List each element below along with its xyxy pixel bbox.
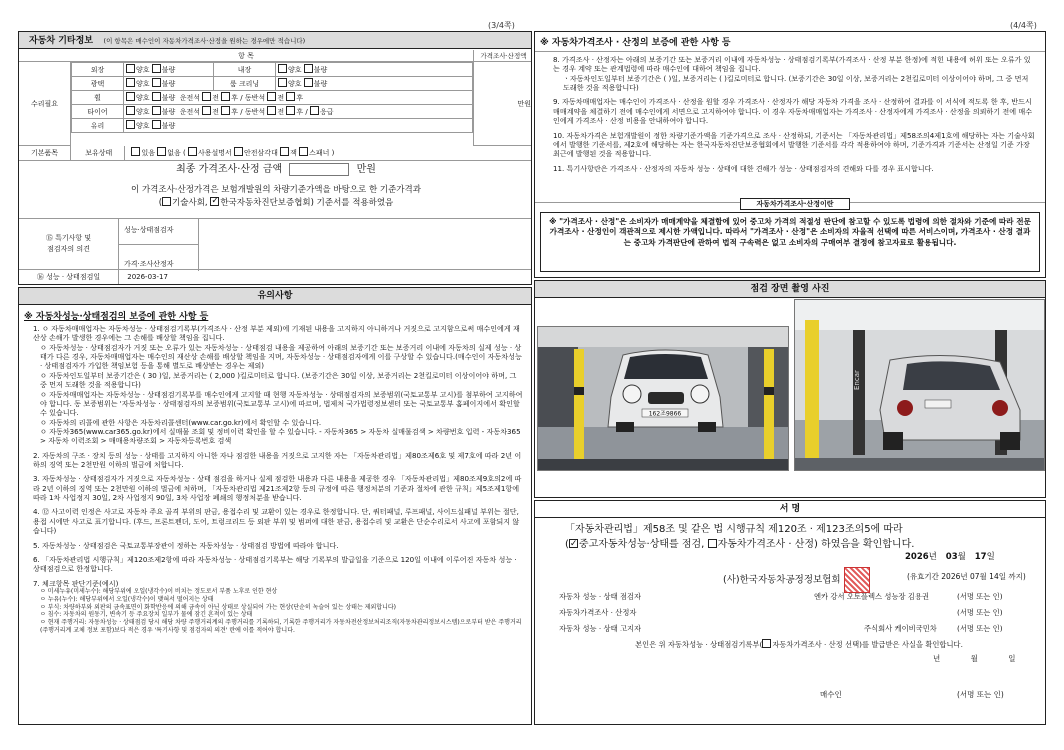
checkbox[interactable]	[126, 78, 135, 87]
checkbox[interactable]	[299, 147, 308, 156]
signature-field[interactable]: (서명 또는 인)	[957, 592, 1003, 601]
inspector-label: 성능·상태점검자	[119, 219, 199, 245]
option-label: 후 / 동반석	[231, 108, 266, 116]
checkbox[interactable]	[762, 639, 771, 648]
standard-text: 이 가격조사·산정가격은 보험개발원의 차량기준가액을 바탕으로 한 기준가격과 ( 기술사회, ✓ 한국자동차진단보증협회) 기준서를 적용하였음	[19, 184, 532, 210]
checkbox[interactable]	[304, 78, 313, 87]
note-item: ㆍ자동차인도일부터 보증기간은 ( )일, 보증거리는 ( )킬로미터로 합니다. (보증기간은 30일 이상, 보증거리는 2천킬로미터 이상이어야 하며, 그 중 먼저 도래한 것을 적용합니다)	[563, 73, 1029, 93]
repair-table	[71, 62, 473, 133]
inspection-date-row	[19, 270, 532, 285]
checkbox[interactable]	[286, 106, 295, 115]
option-label: 기술사회,	[172, 198, 208, 208]
check-item: ㅇ 누유(누수): 해당부위에서 오일(냉각수)이 맺혀서 떨어지는 상태	[40, 595, 214, 603]
note-item: ㅇ 자동차매매업자는 자동차성능 · 상태점검기록부를 매수인에게 고지할 때 현행 자동차성능 · 상태점검자의 보증범위(국토교통부 고시)를 첨부하여 고지하여야 합니다. 동 보증범위는 '자동차성능 · 상태점검자의 보증범위(국토교통부 고시)에 따르며, 법제처 국가법령정보센터 또는 국토교통부 홈페이지에서 확인할 수 있습니다.	[40, 389, 523, 418]
repair-rows	[71, 62, 473, 133]
signer-row	[559, 605, 1039, 621]
checkbox[interactable]	[152, 106, 161, 115]
option-label: 양호	[136, 122, 150, 130]
checkbox[interactable]	[152, 64, 161, 73]
license-plate: 162조9866	[648, 410, 682, 418]
inspection-photo-front	[537, 326, 789, 471]
checkbox[interactable]	[304, 64, 313, 73]
repair-needed-label: 수리필요	[19, 62, 71, 146]
note-item: 3. 자동차성능 · 상태점검자가 거짓으로 자동차성능 · 상태 점검을 하거나 실제 점검한 내용과 다른 내용을 제공한 경우 「자동차관리법」제80조제9호의2에 따라 2년 이하의 징역 또는 2천만원 이하의 벌금에 처하며, 「자동차관리법 제21조제2항 등의 규정에 따른 행정처분의 기준과 절차에 관한 규칙」제5조제1항에 따라 1차 사업정지 30일, 2차 사업정지 90일, 3차 사업장 폐쇄의 행정처분을 받습니다.	[33, 474, 522, 503]
checkbox[interactable]	[126, 92, 135, 101]
inspection-date-value: 2026-03-17	[127, 273, 168, 281]
notes-section-head: ※ 자동차성능·상태점검의 보증에 관한 사항 등	[24, 312, 209, 322]
price-section-head: ※ 자동차가격조사 · 산정의 보증에 관한 사항 등	[535, 32, 1045, 52]
sign-line2b: 자동차가격조사 · 산정) 하였음을 확인합니다.	[717, 539, 915, 550]
checkbox[interactable]	[278, 78, 287, 87]
checkbox[interactable]	[152, 120, 161, 129]
items-header: 항 목	[19, 50, 473, 62]
option-label: 불량	[313, 66, 328, 74]
option-label: 없음	[167, 149, 181, 157]
option-label: 전	[277, 94, 285, 102]
checkbox[interactable]	[152, 92, 161, 101]
note-item: 10. 자동차가격은 보험개발원이 정한 차량기준가액을 기준가격으로 조사 · 산정하되, 기준서는 「자동차관리법」제58조의4제1호에 해당하는 자는 기술사회에서 발행한 기준서를, 제2호에 해당하는 자는 한국자동차진단보증협회에서 발행한 기준서를 각각 적용하여야 하며, 기준가격과 기준서는 산정일 기준 가장 최근에 발행된 것을 적용합니다.	[553, 130, 1035, 159]
checkbox[interactable]	[188, 147, 197, 156]
option-label: 후 /	[296, 108, 308, 116]
inspection-photo-rear	[794, 299, 1045, 471]
signature-field[interactable]: (서명 또는 인)	[957, 624, 1003, 633]
option-label: (	[183, 149, 188, 157]
sign-line2a: 중고자동차성능·상태를 점검,	[578, 539, 705, 550]
row-label: 외장	[72, 63, 124, 77]
row-label: 휠	[72, 91, 124, 105]
checkbox[interactable]	[162, 197, 171, 206]
checkbox-checked[interactable]	[210, 197, 219, 206]
option-label: 전	[277, 108, 285, 116]
note-item: ㅇ 자동차365(www.car365.go.kr)에서 실매물 조회 및 정비이력 확인을 할 수 있습니다. - 자동차365 > 자동차 실매물검색 > 차량번호 입력 - 자동차365 > 자동차 이력조회 > 매매용차량조회 > 자동차등록번호 검색	[40, 426, 521, 446]
note-item: 6. 「자동차관리법 시행규칙」제120조제2항에 따라 자동차성능 · 상태점검기록부는 해당 기록부의 발급일을 기준으로 120일 이내에 이루어진 자동차 성능 · 상태점검으로 한정합니다.	[33, 554, 517, 574]
final-price-label: 최종 가격조사·산정 금액	[176, 164, 283, 175]
check-criteria-list	[33, 588, 523, 635]
option-label: 불량	[313, 80, 328, 88]
inspection-date-label: ⑯ 성능 · 상태점검일	[19, 270, 119, 285]
checkbox[interactable]	[126, 64, 135, 73]
option-label: 후 / 동반석	[231, 94, 266, 102]
confirm-line	[559, 637, 1039, 653]
buyer-label: 매수인	[820, 690, 842, 699]
check-item: ㅇ 침수: 자동차의 원동기, 변속기 등 주요장치 일부가 물에 잠긴 흔적이 있는 상태	[40, 611, 253, 619]
confirm-text-2: 자동차가격조사 · 산정 선택)를 발급받은 사실을 확인합니다.	[772, 640, 963, 649]
other-info-note: (이 항목은 매수인이 자동차가격조사·산정을 원하는 경우에만 적습니다)	[103, 37, 306, 45]
checkbox[interactable]	[202, 92, 211, 101]
sign-statement: 「자동차관리법」제58조 및 같은 법 시행규칙 제120조 · 제123조의5에 따라 (✓ 중고자동차성능·상태를 점검, 자동차가격조사 · 산정) 하였음을 확인합니다.	[535, 518, 1045, 552]
car-rear-image	[795, 300, 1045, 471]
row-tire	[72, 105, 473, 119]
encar-stamp: Encar	[853, 370, 861, 390]
basic-items-row	[19, 146, 532, 161]
checkbox[interactable]	[131, 147, 140, 156]
signer-list	[559, 589, 1039, 653]
price-notes	[535, 52, 1045, 173]
checkbox[interactable]	[126, 120, 135, 129]
check-criteria-head: 7. 체크항목 판단기준(예시)	[33, 578, 119, 588]
option-label: 불량	[161, 80, 176, 88]
final-price-row	[19, 162, 532, 178]
notes-body	[19, 324, 531, 635]
checkbox[interactable]	[708, 539, 717, 548]
appraiser-label: 가격·조사산정자	[119, 245, 199, 271]
signer-label: 자동차가격조사 · 산정자	[559, 608, 637, 617]
photo-title: 점검 장면 촬영 사진	[535, 281, 1045, 298]
sign-title: 서 명	[535, 501, 1045, 518]
checkbox-checked[interactable]	[569, 539, 578, 548]
valid-period: (유효기간 2026년 07월 14일 까지)	[907, 572, 1026, 581]
opinion-label: ⑮ 특기사항 및 점검자의 의견	[19, 219, 119, 271]
page-number-right: (4/4쪽)	[1010, 21, 1037, 30]
page-number-left: (3/4쪽)	[488, 21, 515, 30]
option-label: 한국자동차진단보증협회) 기준서를 적용하였음	[220, 198, 394, 208]
sign-year: 2026	[905, 552, 929, 562]
note-item: 5. 자동차성능 · 상태점검은 국토교통부장관이 정하는 자동차성능 · 상태점검 방법에 따라야 합니다.	[33, 540, 339, 550]
basic-items-sub: 보유상태	[73, 146, 125, 160]
option-label: 전	[212, 108, 220, 116]
sign-month: 03	[945, 552, 958, 562]
notes-title: 유의사항	[19, 288, 531, 305]
check-item: ㅇ 부식: 차량하부와 외판의 금속표면이 화학반응에 의해 금속이 아닌 상태로 상실되어 가는 현상(단순히 녹슬어 있는 상태는 제외합니다)	[40, 603, 397, 611]
signer-row	[559, 621, 1039, 637]
vehicle-other-info-panel	[18, 31, 532, 285]
checkbox[interactable]	[286, 92, 295, 101]
option-label: 양호	[288, 66, 302, 74]
blank-year: 년	[933, 654, 941, 663]
checkbox[interactable]	[267, 106, 276, 115]
option-label: 전	[212, 94, 220, 102]
row-label: 내장	[214, 63, 276, 77]
notes-panel	[18, 287, 532, 725]
signature-panel	[534, 500, 1046, 725]
note-item: 2. 자동차의 구조 · 장치 등의 성능 · 상태를 고지하지 아니한 자나 점검한 내용을 거짓으로 고지한 자는 「자동차관리법」제80조제6호 및 제7호에 따라 2년 이하의 징역 또는 2천만원 이하의 벌금에 처합니다.	[33, 450, 522, 470]
option-label: 스패너 )	[309, 149, 335, 157]
sign-day: 17	[974, 552, 987, 562]
final-price-unit: 만원	[356, 164, 376, 175]
checkbox[interactable]	[280, 147, 289, 156]
note-item: 8. 가격조사 · 산정자는 아래의 보증기간 또는 보증거리 이내에 자동차성능 · 상태점검기록부(가격조사 · 산정 부분 한정)에 적힌 내용에 허위 또는 오류가 있는 경우 계약 또는 관계법령에 따라 매수인에 대하여 책임을 집니다.	[553, 55, 1031, 74]
checkbox[interactable]	[152, 78, 161, 87]
row-label: 광택	[72, 77, 124, 91]
sign-month-unit: 월	[957, 552, 966, 562]
note-item: 1. ㅇ 자동차매매업자는 자동차성능 · 상태점검기록부(가격조사 · 산정 부분 제외)에 기재된 내용을 고지하지 아니하거나 거짓으로 고지함으로써 매수인에게 재산상 손해가 발생한 경우에는 그 손해를 배상할 책임을 집니다.	[33, 324, 520, 343]
signer-label: 자동차 성능 · 상태 고지자	[559, 624, 642, 633]
row-exterior	[72, 63, 473, 77]
buyer-signature-field[interactable]: (서명 또는 인)	[957, 690, 1004, 699]
checkbox[interactable]	[157, 147, 166, 156]
sign-date	[905, 550, 995, 562]
row-label: 유리	[72, 119, 124, 133]
basic-items-label: 기본품목	[19, 146, 71, 160]
checkbox[interactable]	[234, 147, 243, 156]
option-label: 운전석	[179, 94, 201, 102]
note-item: 4. ⑫ 사고이력 인정은 사고로 자동차 주요 골격 부위의 판금, 용접수리 및 교환이 있는 경우로 한정합니다. 단, 쿼터패널, 루프패널, 사이드실패널 부위는 절단, 용접 시에만 사고로 표기합니다. (후드, 프론트펜더, 도어, 트렁크리드 등 외판 부위 및 범퍼에 대한 판금, 용접수리 및 교환은 단순수리로서 사고에 포함되지 않습니다)	[33, 507, 520, 536]
signature-field[interactable]: (서명 또는 인)	[957, 608, 1003, 617]
blank-month: 월	[970, 654, 978, 663]
row-gloss	[72, 77, 473, 91]
checkbox[interactable]	[278, 64, 287, 73]
note-item: ㅇ 자동차성능 · 상태점검자가 거짓 또는 오류가 있는 자동차성능 · 상태점검 내용을 제공하여 아래의 보증기간 또는 보증거리 이내에 자동차의 실제 성능 · 상태가 다른 경우, 자동차매매업자는 매수인의 재산상 손해를 배상할 책임을 지며, 자동차성능 · 상태점검자에게 이를 구상할 수 있습니다.(매수인이 자동차성능 · 상태점검자가 가입한 책임보험 등을 통해 별도로 배상받는 경우는 제외)	[40, 342, 522, 371]
option-label: 양호	[288, 80, 302, 88]
notice-title: 자동차가격조사·산정이란	[740, 198, 850, 210]
sign-year-unit: 년	[928, 552, 937, 562]
checkbox[interactable]	[221, 106, 230, 115]
option-label: 안전삼각대	[244, 149, 278, 157]
option-label: 운전석	[179, 108, 201, 116]
option-label: 양호	[136, 94, 150, 102]
note-item: ㅇ 자동차의 리콜에 관한 사항은 자동차리콜센터(www.car.go.kr)에서 확인할 수 있습니다.	[40, 417, 322, 427]
checkbox[interactable]	[202, 106, 211, 115]
note-item: 9. 자동차매매업자는 매수인이 가격조사 · 산정을 원할 경우 가격조사 · 산정자가 해당 자동차 가격을 조사 · 산정하여 결과를 이 서식에 적도록 한 후, 반드시 매매계약을 체결하기 전에 매수인에게 서면으로 고지하여야 합니다. 이 경우 자동차매매업자는 가격조사 · 산정자에게 가격조사 · 산정을 의뢰하기 전에 매수인에게 가격조사 · 산정 비용을 안내하여야 합니다.	[553, 97, 1033, 126]
note-item: ㅇ 자동차인도일부터 보증기간은 ( 30 )일, 보증거리는 ( 2,000 )킬로미터로 합니다. (보증기간은 30일 이상, 보증거리는 2천킬로미터 이상이어야 하며, 그 중 먼저 도래한 것을 적용합니다)	[40, 370, 517, 390]
sign-line1: 「자동차관리법」제58조 및 같은 법 시행규칙 제120조 · 제123조의5에 따라	[565, 524, 903, 535]
blank-date	[933, 653, 1016, 664]
check-item: ㅇ 미세누유(미세누수): 해당부위에 오일(냉각수)이 비치는 정도로서 부품 노후로 인한 현상	[40, 587, 278, 595]
check-item: ㅇ 현재 주행거리: 자동차성능 · 상태점검 당시 해당 차량 주행거리계의 주행거리를 기록하되, 기록한 주행거리가 자동차전산정보처리조직(자동차관리정보시스템)으로부터 받은 주행거리(주행거리계 교체 정보 포함)보다 적은 경우 '특기사항 및 점검자의 의견' 란에 이를 적어야 합니다.	[40, 619, 522, 634]
row-wheel	[72, 91, 473, 105]
option-label: 양호	[136, 108, 150, 116]
checkbox[interactable]	[221, 92, 230, 101]
option-label: 응급	[319, 108, 334, 116]
row-glass	[72, 119, 473, 133]
option-label: 양호	[136, 66, 150, 74]
notice-text: ※ "가격조사 · 산정"은 소비자가 매매계약을 체결함에 있어 중고차 가격의 적절성 판단에 참고할 수 있도록 법령에 의한 절차와 기준에 따라 전문 가격조사 · 산정인이 객관적으로 제시한 가액입니다. 따라서 "가격조사 · 산정"은 소비자의 자율적 선택에 따른 서비스이며, 가격조사 · 산정 결과는 중고차 가격판단에 관하여 법적 구속력은 없고 소비자의 구매여부 결정에 참고자료로 활용됩니다.	[540, 212, 1040, 272]
option-label: 후	[296, 94, 304, 102]
signer-name: 주식회사 케이비국민차	[864, 624, 937, 633]
price-guarantee-panel	[534, 31, 1046, 278]
photo-panel	[534, 280, 1046, 498]
note-item: 11. 특기사항란은 가격조사 · 산정자의 자동차 성능 · 상태에 대한 견해가 성능 · 상태점검자의 견해와 다를 경우 표시합니다.	[553, 163, 934, 173]
row-label: 타이어	[72, 105, 124, 119]
option-label: 양호	[136, 80, 150, 88]
opinion-row	[19, 218, 532, 270]
final-price-input[interactable]	[289, 163, 349, 176]
option-label: 불량	[161, 122, 176, 130]
checkbox[interactable]	[310, 106, 319, 115]
blank-day: 일	[1008, 654, 1016, 663]
option-label: 불량	[161, 108, 176, 116]
option-label: 있음	[141, 149, 155, 157]
car-front-image	[538, 327, 789, 471]
option-label: 잭	[290, 149, 297, 157]
issuer-org-name: (사)한국자동차공정정보협회	[723, 574, 841, 586]
option-label: 불량	[161, 94, 176, 102]
price-header: 가격조사·산정액	[473, 50, 532, 62]
confirm-text: 본인은 위 자동차성능 · 상태점검기록부(	[635, 640, 763, 649]
signer-label: 자동차 성능 · 상태 점검자	[559, 592, 642, 601]
checkbox[interactable]	[267, 92, 276, 101]
checkbox[interactable]	[126, 106, 135, 115]
signer-name: 엔카 강서 오토플렉스 성능장 김용권	[814, 592, 930, 601]
price-value: 만원	[473, 62, 532, 146]
option-label: 불량	[161, 66, 176, 74]
option-label: 사용설명서	[197, 149, 232, 157]
standard-line1: 이 가격조사·산정가격은 보험개발원의 차량기준가액을 바탕으로 한 기준가격과	[131, 185, 421, 195]
signer-row	[559, 589, 1039, 605]
sign-day-unit: 일	[986, 552, 995, 562]
row-label: 룸 크리닝	[214, 77, 276, 91]
other-info-title: 자동차 기타정보	[29, 36, 93, 46]
